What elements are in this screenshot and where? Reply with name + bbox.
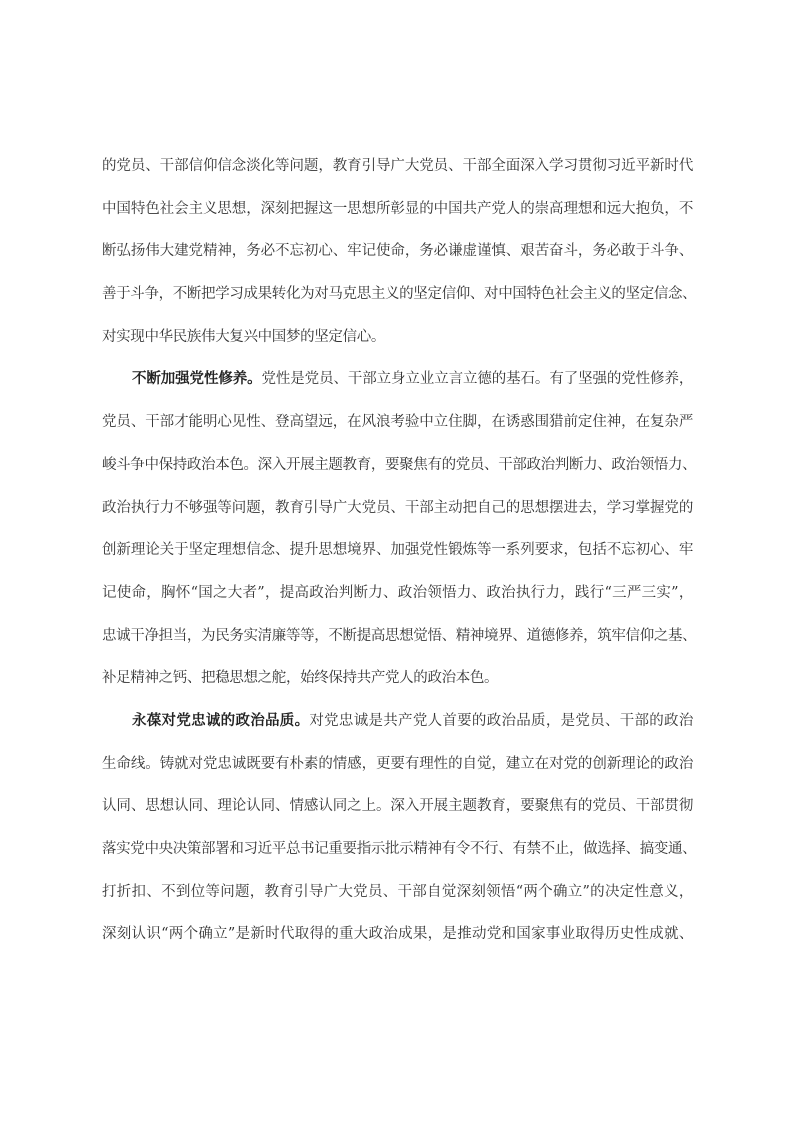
- paragraph-2: [102, 368, 697, 710]
- text-line: 峻斗争中保持政治本色。深入开展主题教育，要聚焦有的党员、干部政治判断力、政治领悟力、: [102, 456, 697, 473]
- text-line: [102, 710, 693, 753]
- text-line: 中国特色社会主义思想，深刻把握这一思想所彰显的中国共产党人的崇高理想和远大抱负，不: [102, 200, 693, 217]
- text-line: 善于斗争，不断把学习成果转化为对马克思主义的坚定信仰、对中国特色社会主义的坚定信念、: [102, 286, 697, 303]
- text-line: 政治执行力不够强等问题，教育引导广大党员、干部主动把自己的思想摆进去，学习掌握党的: [102, 499, 693, 516]
- paragraph-heading: 永葆对党忠诚的政治品质。: [132, 711, 310, 729]
- text-line: 的党员、干部信仰信念淡化等问题，教育引导广大党员、干部全面深入学习贯彻习近平新时代: [102, 158, 693, 174]
- text-line: 党员、干部才能明心见性、登高望远，在风浪考验中立住脚，在诱惑围猎前定住神，在复杂严: [102, 414, 693, 431]
- text-line: 生命线。铸就对党忠诚既要有朴素的情感，更要有理性的自觉，建立在对党的创新理论的政治: [102, 755, 693, 772]
- text-line: 落实党中央决策部署和习近平总书记重要指示批示精神有令不行、有禁不止，做选择、搞变通、: [102, 841, 697, 857]
- text-line: 对实现中华民族伟大复兴中国梦的坚定信心。: [102, 328, 385, 345]
- paragraph-text: 党性是党员、干部立身立业立言立德的基石。有了坚强的党性修养，: [261, 371, 693, 388]
- text-line: 认同、思想认同、理论认同、情感认同之上。深入开展主题教育，要聚焦有的党员、干部贯彻: [102, 798, 693, 815]
- text-line: [102, 368, 693, 411]
- document-page: [102, 155, 697, 966]
- paragraph-heading: 不断加强党性修养。: [132, 370, 262, 388]
- text-line: 断弘扬伟大建党精神，务必不忘初心、牢记使命，务必谦虚谨慎、艰苦奋斗，务必敢于斗争、: [102, 243, 693, 260]
- paragraph-text: 对党忠诚是共产党人首要的政治品质，是党员、干部的政治: [309, 712, 693, 729]
- text-line: 记使命，胸怀“国之大者”，提高政治判断力、政治领悟力、政治执行力，践行“三严三实”，: [102, 584, 693, 601]
- text-line: 创新理论关于坚定理想信念、提升思想境界、加强党性锻炼等一系列要求，包括不忘初心、牢: [102, 542, 693, 559]
- text-line: 深刻认识“两个确立”是新时代取得的重大政治成果，是推动党和国家事业取得历史性成就、: [102, 926, 693, 943]
- text-line: 打折扣、不到位等问题，教育引导广大党员、干部自觉深刻领悟“两个确立”的决定性意义，: [102, 883, 693, 900]
- paragraph-1: [102, 155, 697, 368]
- paragraph-3: [102, 710, 697, 966]
- text-line: 补足精神之钙、把稳思想之舵，始终保持共产党人的政治本色。: [102, 670, 499, 687]
- text-line: 忠诚干净担当，为民务实清廉等等，不断提高思想觉悟、精神境界、道德修养，筑牢信仰之基、: [102, 627, 697, 644]
